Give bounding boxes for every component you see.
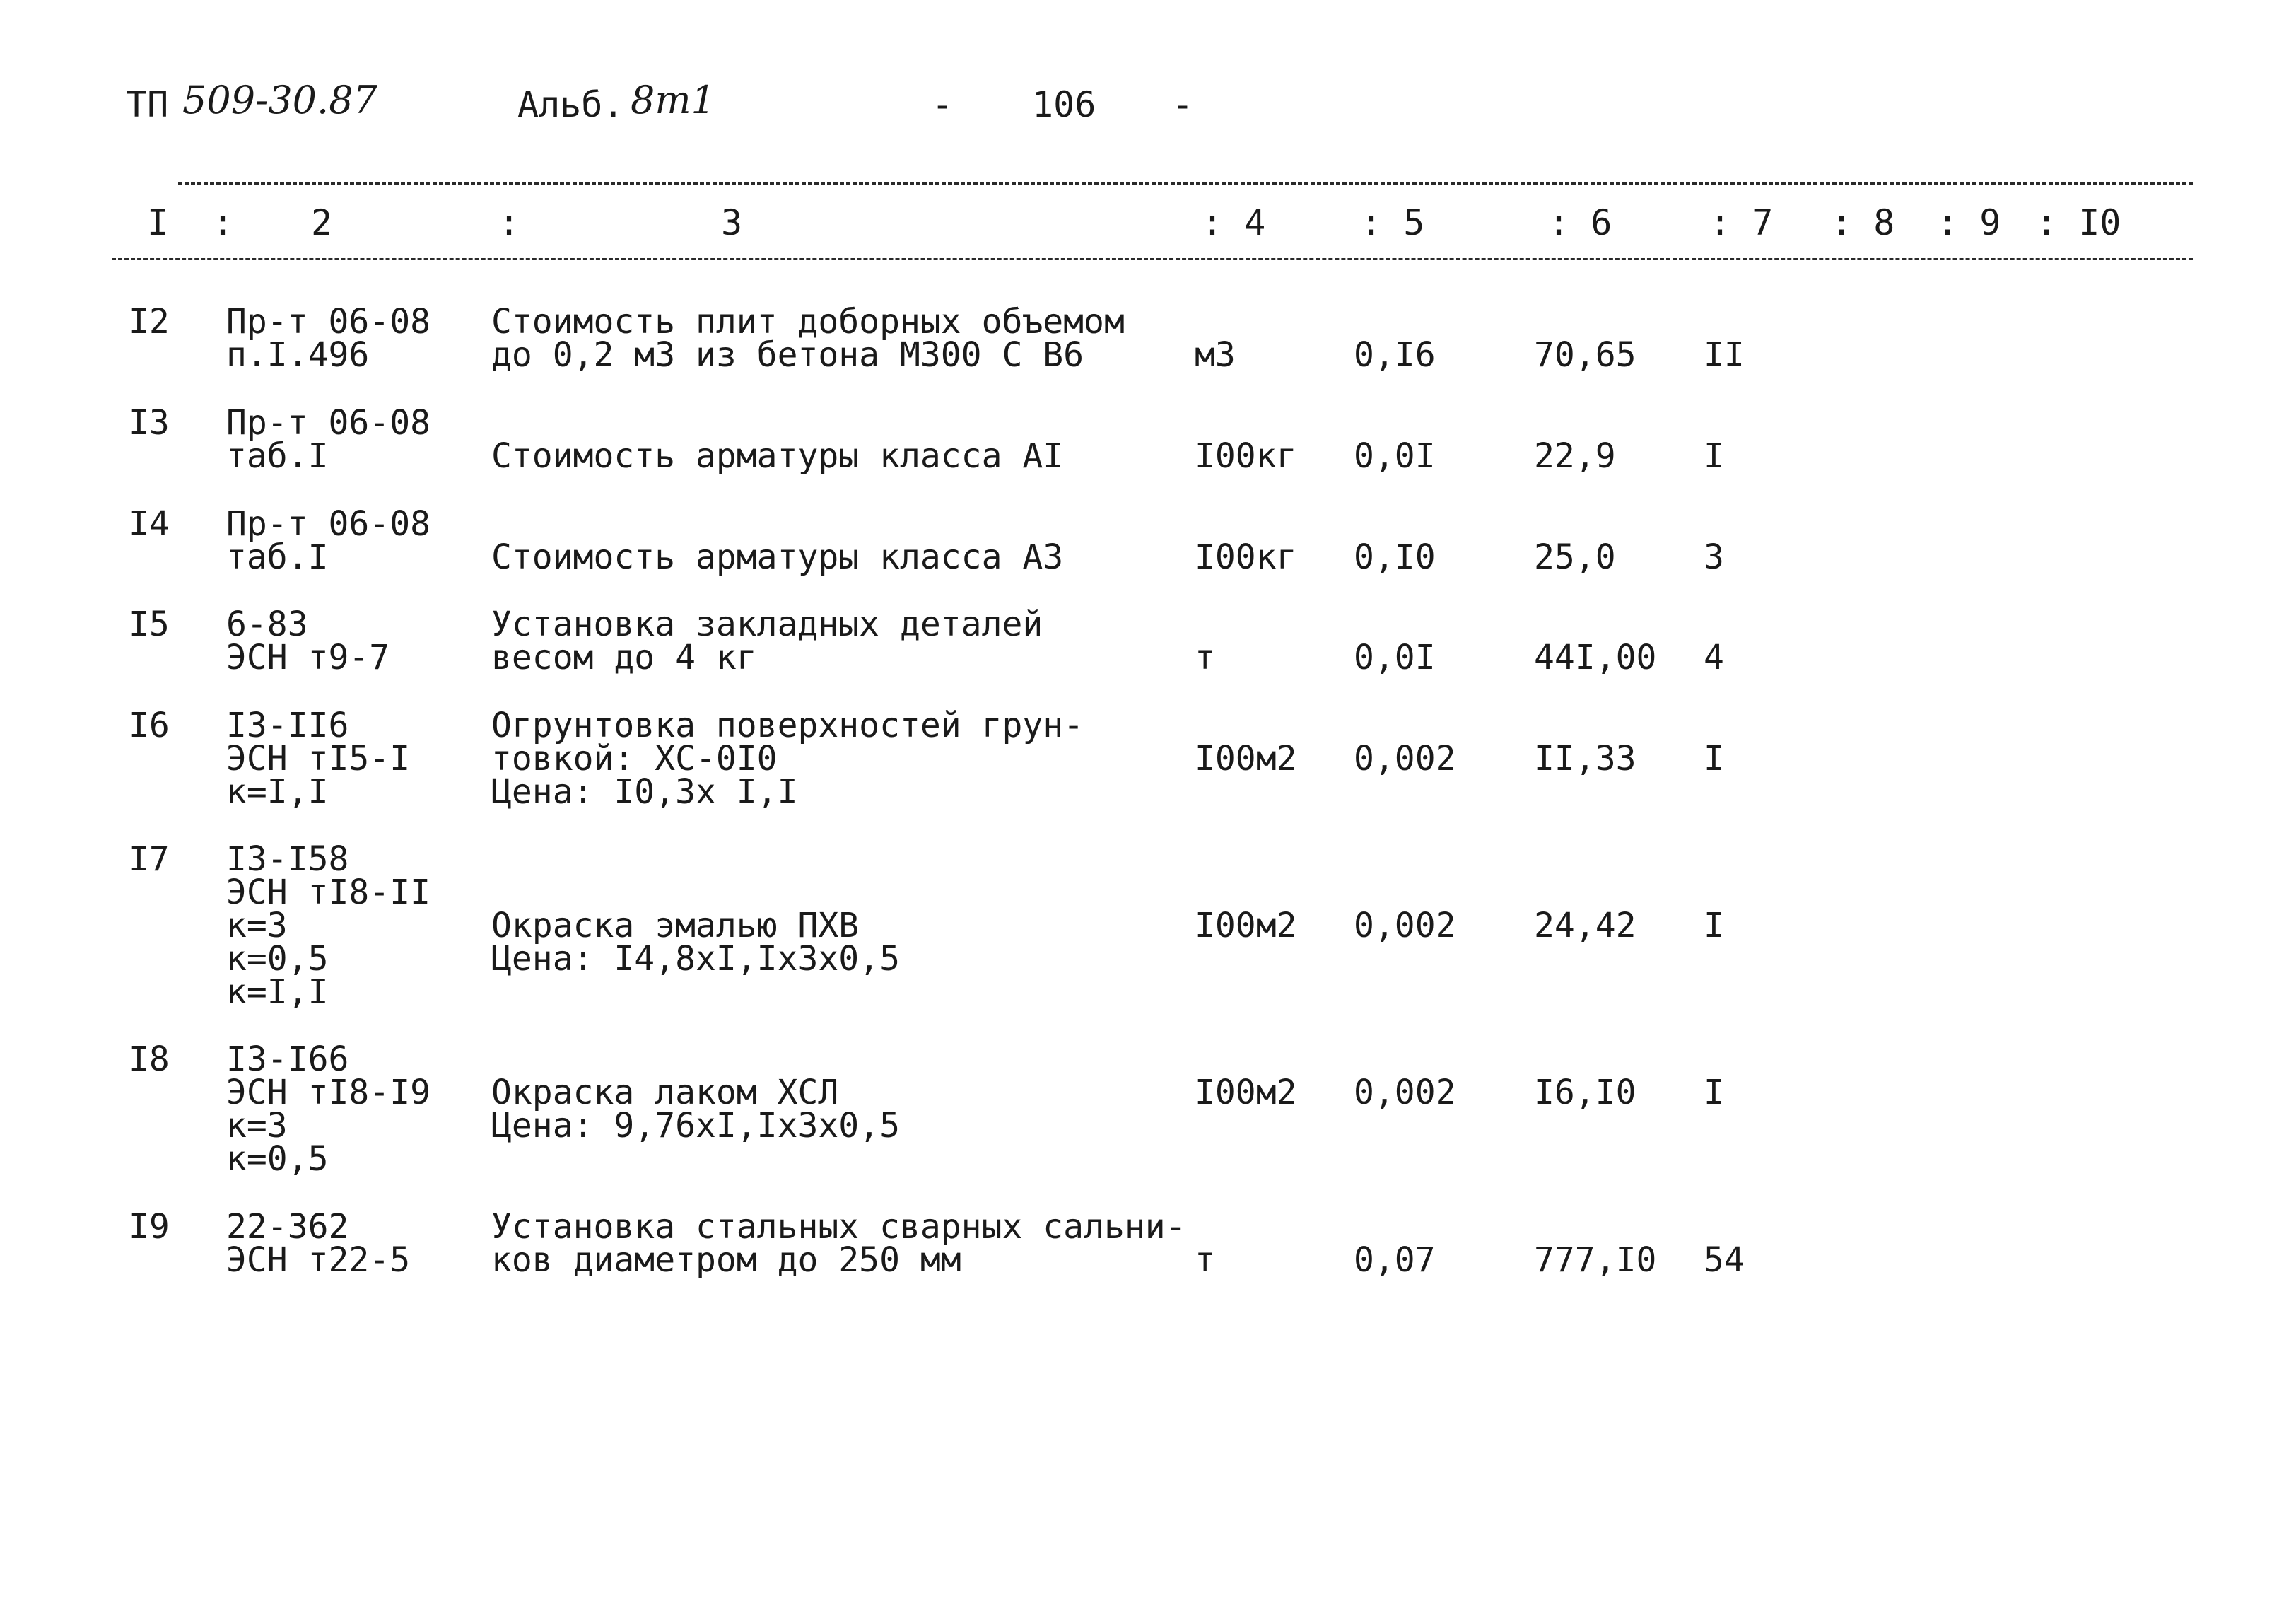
quantity: 0,0I [1354,436,1436,476]
doc-prefix: ТП [126,84,169,125]
work-description: Установка стальных сварных сальни- ков диаметром до 250 мм [491,1207,1186,1280]
row-number: I9 [129,1207,170,1247]
page-number: 106 [1032,84,1096,125]
col-header-9: : 9 [1937,202,2001,243]
row-number: I7 [129,839,170,879]
quantity: 0,07 [1354,1240,1436,1280]
total: 3 [1704,537,1724,577]
unit: I00кг [1195,436,1297,476]
quantity: 0,0I [1354,638,1436,677]
norm-code: I3-I66 ЭСН тI8-I9 к=3 к=0,5 [226,1039,430,1179]
norm-code: Пр-т 06-08 таб.I [226,504,430,577]
work-description: Огрунтовка поверхностей грун- товкой: ХС-0I0 Цена: I0,3х I,I [491,706,1084,812]
column-header-row [0,202,2296,244]
quantity: 0,002 [1354,1073,1456,1112]
quantity: 0,002 [1354,739,1456,779]
total: 54 [1704,1240,1745,1280]
total: I [1704,739,1724,779]
col-header-7: : 7 [1709,202,1774,243]
norm-code: 6-83 ЭСН т9-7 [226,605,390,677]
unit-price: 44I,00 [1534,638,1657,677]
row-number: I2 [129,302,170,342]
unit-price: 24,42 [1534,906,1636,945]
page-dash-right: - [1172,84,1194,125]
total: I [1704,906,1724,945]
unit: т [1195,638,1215,677]
col-header-4: : 4 [1202,202,1266,243]
col-header-10: : I0 [2036,202,2121,243]
col-header-8: : 8 [1831,202,1895,243]
work-description: Стоимость плит доборных объемом до 0,2 м3 из бетона М300 С В6 [491,302,1125,375]
quantity: 0,I0 [1354,537,1436,577]
unit: I00м2 [1195,906,1297,945]
album-number: 8т1 [631,78,715,122]
norm-code: Пр-т 06-08 таб.I [226,403,430,476]
unit: м3 [1195,335,1236,375]
row-number: I6 [129,706,170,745]
unit: I00м2 [1195,1073,1297,1112]
bottom-rule [112,258,2193,260]
total: II [1704,335,1745,375]
row-number: I3 [129,403,170,443]
quantity: 0,002 [1354,906,1456,945]
work-description: Окраска лаком ХСЛ Цена: 9,76хI,Iх3х0,5 [491,1073,900,1146]
col-header-2: 2 [311,202,333,243]
work-description: Установка закладных деталей весом до 4 кг [491,605,1043,677]
total: 4 [1704,638,1724,677]
total: I [1704,436,1724,476]
norm-code: I3-I58 ЭСН тI8-II к=3 к=0,5 к=I,I [226,839,430,1012]
unit-price: II,33 [1534,739,1636,779]
col-header-3: 3 [721,202,743,243]
col-header-5: : 5 [1361,202,1425,243]
unit: I00кг [1195,537,1297,577]
norm-code: 22-362 ЭСН т22-5 [226,1207,411,1280]
total: I [1704,1073,1724,1112]
doc-number: 509-30.87 [182,78,377,122]
work-description: Стоимость арматуры класса А3 [491,537,1064,577]
row-number: I8 [129,1039,170,1079]
norm-code: Пр-т 06-08 п.I.496 [226,302,430,375]
unit: т [1195,1240,1215,1280]
unit-price: I6,I0 [1534,1073,1636,1112]
unit-price: 70,65 [1534,335,1636,375]
top-rule [178,182,2193,185]
col-header-sep-1: : [212,202,234,243]
row-number: I4 [129,504,170,544]
unit: I00м2 [1195,739,1297,779]
unit-price: 22,9 [1534,436,1616,476]
quantity: 0,I6 [1354,335,1436,375]
row-number: I5 [129,605,170,644]
album-label: Альб. [517,84,624,125]
col-header-sep-2: : [498,202,520,243]
unit-price: 777,I0 [1534,1240,1657,1280]
work-description: Окраска эмалью ПХВ Цена: I4,8хI,Iх3х0,5 [491,906,900,979]
col-header-6: : 6 [1548,202,1612,243]
norm-code: I3-II6 ЭСН тI5-I к=I,I [226,706,411,812]
unit-price: 25,0 [1534,537,1616,577]
col-header-1: I [147,202,169,243]
work-description: Стоимость арматуры класса АI [491,436,1064,476]
page-dash-left: - [932,84,954,125]
